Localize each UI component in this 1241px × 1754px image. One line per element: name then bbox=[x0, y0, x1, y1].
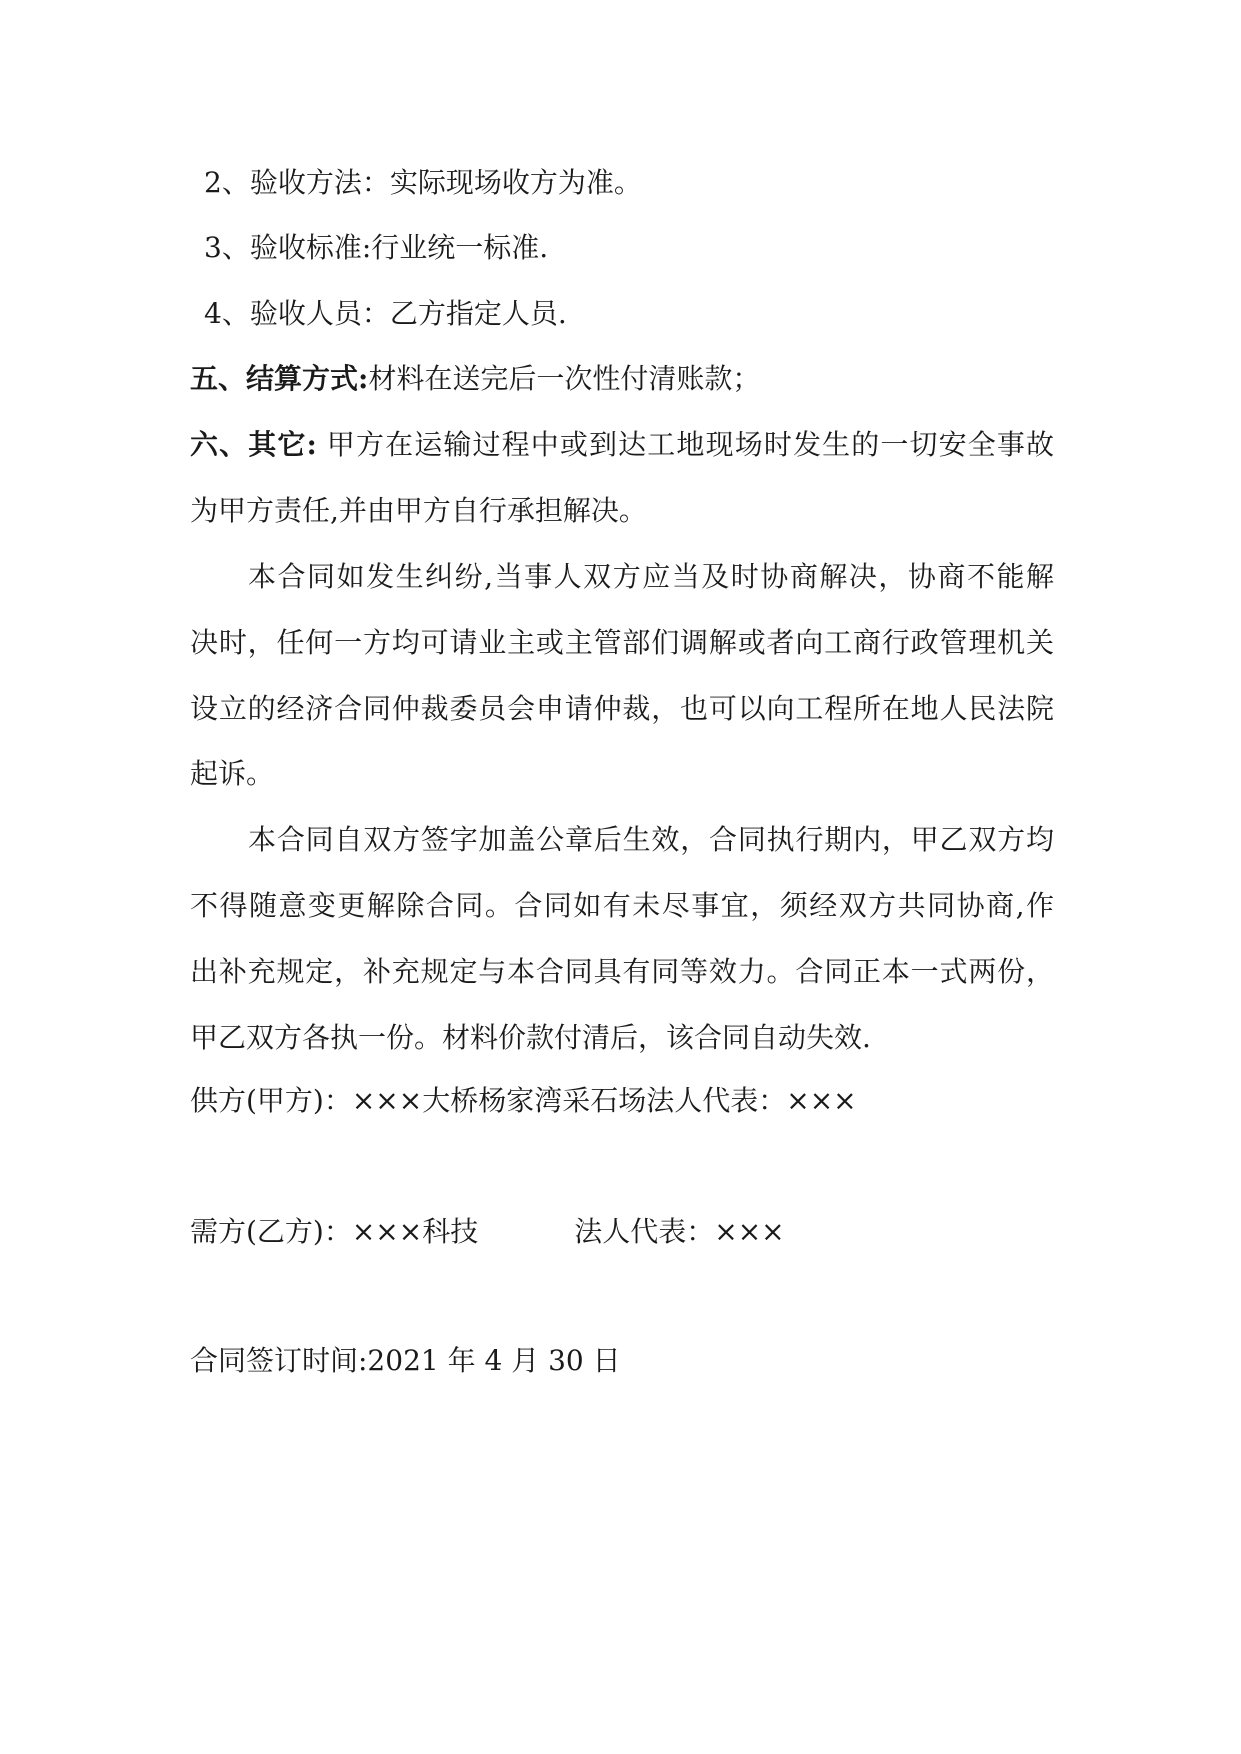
dispute-line-1: 本合同如发生纠纷,当事人双方应当及时协商解决，协商不能解 bbox=[248, 560, 1054, 593]
settlement-text: 材料在送完后一次性付清账款； bbox=[368, 362, 761, 395]
settlement-clause bbox=[190, 362, 760, 396]
other-text-1: 甲方在运输过程中或到达工地现场时发生的一切安全事故 bbox=[326, 428, 1054, 461]
acceptance-method: 2、验收方法：实际现场收方为准。 bbox=[204, 166, 642, 199]
settlement-heading: 五、结算方式: bbox=[190, 362, 369, 395]
buyer-line bbox=[190, 1215, 785, 1249]
effect-line-1: 本合同自双方签字加盖公章后生效，合同执行期内，甲乙双方均 bbox=[248, 823, 1054, 856]
buyer-party: 需方(乙方)：×××科技 bbox=[190, 1215, 479, 1248]
effect-line-4: 甲乙双方各执一份。材料价款付清后，该合同自动失效. bbox=[190, 1021, 871, 1054]
other-clause-line-1 bbox=[190, 428, 1054, 462]
effect-line-2: 不得随意变更解除合同。合同如有未尽事宜，须经双方共同协商,作 bbox=[190, 889, 1054, 922]
dispute-line-4: 起诉。 bbox=[190, 757, 275, 790]
acceptance-personnel: 4、验收人员：乙方指定人员. bbox=[204, 297, 567, 330]
dispute-line-3: 设立的经济合同仲裁委员会申请仲裁，也可以向工程所在地人民法院 bbox=[190, 692, 1054, 725]
acceptance-standard: 3、验收标准:行业统一标准. bbox=[204, 231, 549, 264]
other-clause-line-2: 为甲方责任,并由甲方自行承担解决。 bbox=[190, 494, 647, 527]
dispute-line-2: 决时，任何一方均可请业主或主管部们调解或者向工商行政管理机关 bbox=[190, 626, 1054, 659]
supplier-line: 供方(甲方)：×××大桥杨家湾采石场法人代表：××× bbox=[190, 1084, 857, 1117]
buyer-representative: 法人代表：××× bbox=[574, 1215, 785, 1248]
other-heading: 六、其它: bbox=[190, 428, 317, 461]
effect-line-3: 出补充规定，补充规定与本合同具有同等效力。合同正本一式两份， bbox=[190, 955, 1054, 988]
signing-date: 合同签订时间:2021 年 4 月 30 日 bbox=[190, 1344, 621, 1377]
